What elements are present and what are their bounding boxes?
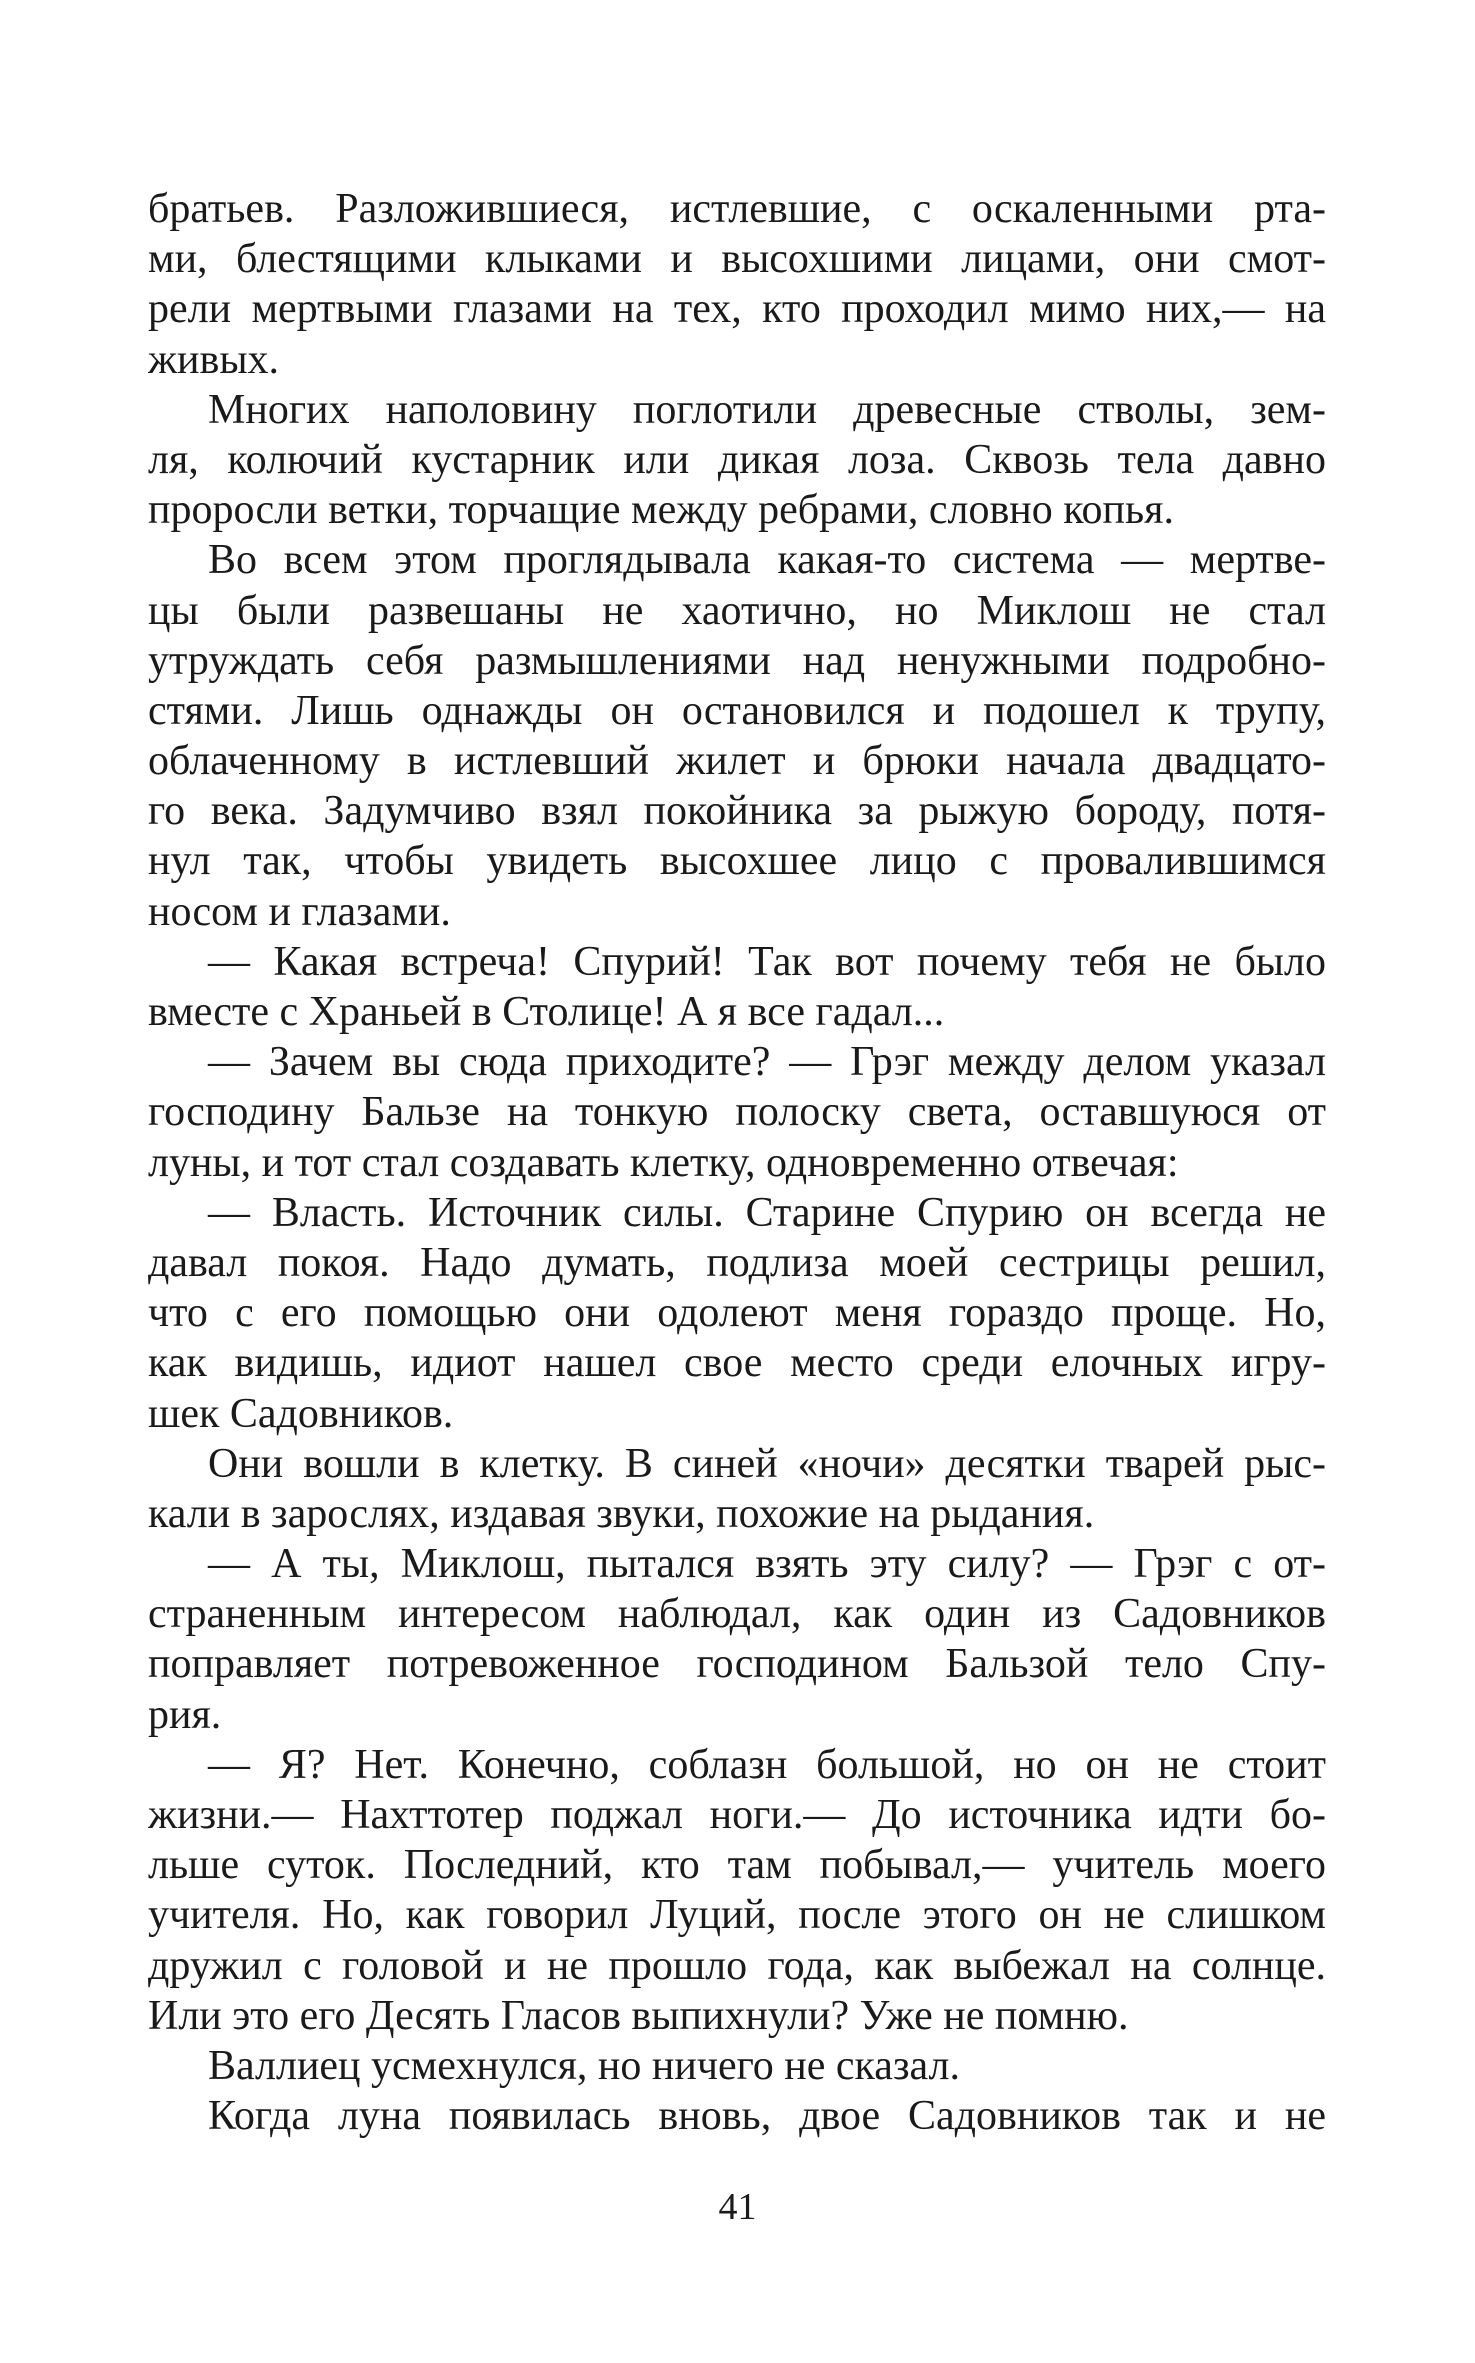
text-line: Многих наполовину поглотили древесные стволы, зем- [208,386,1326,433]
text-line: рели мертвыми глазами на тех, кто проходил мимо них,— на [148,286,1326,333]
text-line: утруждать себя размышлениями над ненужными подробно- [148,637,1326,684]
text-line: Они вошли в клетку. В синей «ночи» десятки тварей рыс- [208,1440,1326,1487]
text-line: поправляет потревоженное господином Бальзой тело Спу- [148,1641,1326,1688]
text-line: стями. Лишь однажды он остановился и подошел к трупу, [148,687,1326,734]
text-line: как видишь, идиот нашел свое место среди елочных игру- [148,1340,1326,1387]
text-line: господину Бальзе на тонкую полоску света, оставшуюся от [148,1089,1326,1136]
text-line: — Власть. Источник силы. Старине Спурию он всегда не [208,1189,1326,1236]
text-line: носом и глазами. [148,888,451,935]
text-line: вместе с Храньей в Столице! А я все гадал... [148,989,945,1035]
text-line: кали в зарослях, издавая звуки, похожие на рыдания. [148,1490,1095,1537]
text-line: учителя. Но, как говорил Луций, после этого он не слишком [148,1892,1326,1939]
text-line: проросли ветки, торчащие между ребрами, словно копья. [148,487,1174,534]
text-line: страненным интересом наблюдал, как один из Садовников [148,1591,1326,1638]
text-line: живых. [148,336,280,383]
text-line: льше суток. Последний, кто там побывал,— учитель моего [148,1842,1326,1889]
text-line: облаченному в истлевший жилет и брюки начала двадцато- [148,738,1326,785]
text-line: нул так, чтобы увидеть высохшее лицо с провалившимся [148,838,1326,885]
text-line: давал покоя. Надо думать, подлиза моей сестрицы решил, [148,1239,1326,1286]
text-line: го века. Задумчиво взял покойника за рыжую бороду, потя- [148,788,1326,835]
text-line: — Зачем вы сюда приходите? — Грэг между делом указал [208,1039,1326,1086]
body-text [148,184,1326,2141]
text-line: цы были развешаны не хаотично, но Миклош не стал [148,587,1326,634]
text-line: ми, блестящими клыками и высохшими лицами, они смот- [148,236,1326,283]
text-line: — А ты, Миклош, пытался взять эту силу? — Грэг с от- [208,1541,1326,1588]
text-line: дружил с головой и не прошло года, как выбежал на солнце. [148,1942,1326,1989]
text-line: — Я? Нет. Конечно, соблазн большой, но он не стоит [208,1741,1326,1788]
text-line: луны, и тот стал создавать клетку, одновременно отвечая: [148,1139,1179,1186]
page-number: 41 [718,2186,757,2228]
text-line: Валлиец усмехнулся, но ничего не сказал. [208,2042,961,2089]
text-line: братьев. Разложившиеся, истлевшие, с оскаленными рта- [148,186,1326,232]
text-line: Когда луна появилась вновь, двое Садовников так и не [208,2093,1326,2140]
text-line: что с его помощью они одолеют меня гораздо проще. Но, [148,1290,1326,1337]
text-line: рия. [148,1691,222,1738]
text-line: Во всем этом проглядывала какая-то система — мертве- [208,537,1326,584]
text-line: шек Садовников. [148,1390,454,1437]
text-line: — Какая встреча! Спурий! Так вот почему тебя не было [208,938,1326,985]
text-line: ля, колючий кустарник или дикая лоза. Сквозь тела давно [148,436,1326,483]
text-line: Или это его Десять Гласов выпихнули? Уже не помню. [148,1992,1129,2039]
text-line: жизни.— Нахттотер поджал ноги.— До источника идти бо- [148,1792,1326,1838]
